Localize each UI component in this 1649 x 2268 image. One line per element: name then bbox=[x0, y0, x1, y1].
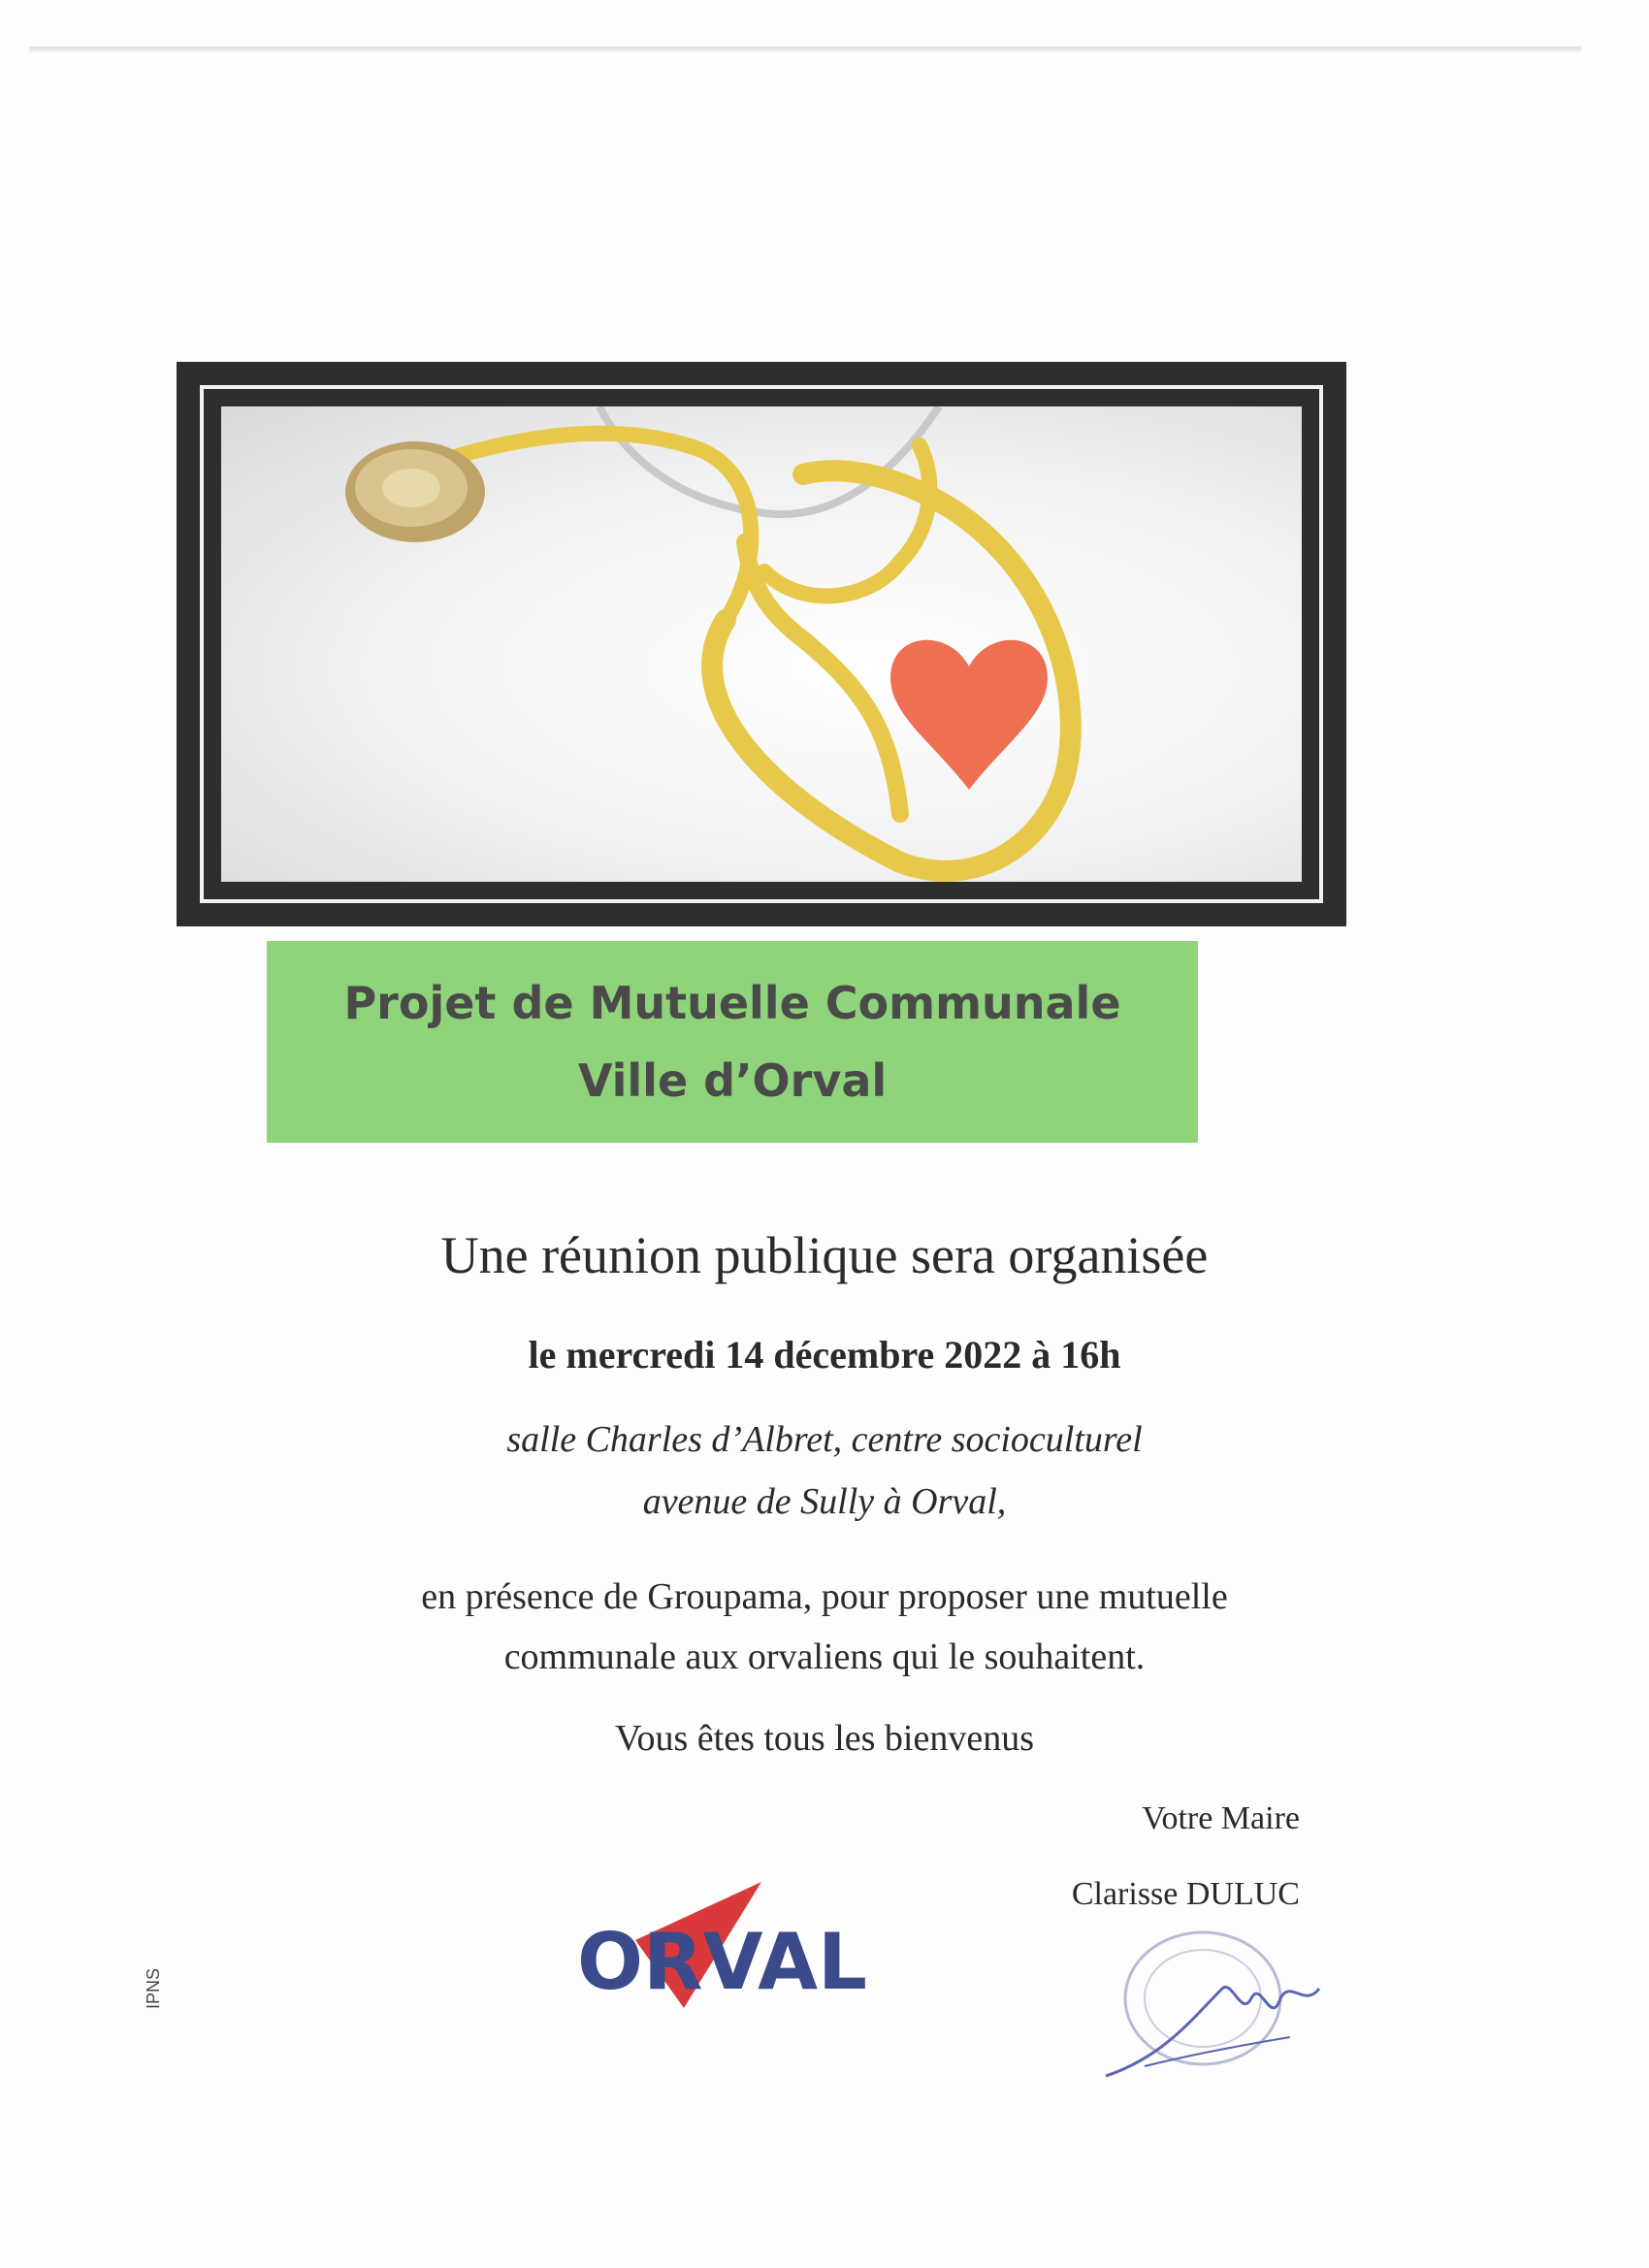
announcement-intro: Une réunion publique sera organisée bbox=[440, 1226, 1209, 1284]
stethoscope-photo-frame bbox=[177, 362, 1346, 926]
meeting-date: le mercredi 14 décembre 2022 à 16h bbox=[528, 1333, 1121, 1377]
title-banner bbox=[267, 941, 1198, 1143]
scan-edge bbox=[29, 47, 1581, 52]
announcement-body-line-1: en présence de Groupama, pour proposer une mutuelle bbox=[421, 1576, 1228, 1617]
signature-name: Clarisse DULUC bbox=[1071, 1876, 1300, 1912]
stethoscope-illustration bbox=[221, 406, 1302, 882]
meeting-place-line-2: avenue de Sully à Orval, bbox=[642, 1481, 1007, 1522]
meeting-place-line-1: salle Charles d’Albret, centre socioculturel bbox=[506, 1419, 1143, 1460]
welcome-message: Vous êtes tous les bienvenus bbox=[614, 1718, 1035, 1759]
orval-logo bbox=[567, 1863, 878, 2018]
title-line-2: Ville d’Orval bbox=[577, 1054, 888, 1107]
logo-text: ORVAL bbox=[577, 1917, 867, 2007]
signature-title: Votre Maire bbox=[1142, 1800, 1300, 1836]
ipns-note: IPNS bbox=[144, 1968, 163, 2010]
announcement-body-line-2: communale aux orvaliens qui le souhaitent. bbox=[503, 1636, 1146, 1677]
heart-shape bbox=[890, 640, 1048, 790]
official-stamp-signature bbox=[1086, 1911, 1339, 2095]
title-line-1: Projet de Mutuelle Communale bbox=[343, 977, 1121, 1029]
stethoscope-heart-photo bbox=[221, 406, 1302, 882]
